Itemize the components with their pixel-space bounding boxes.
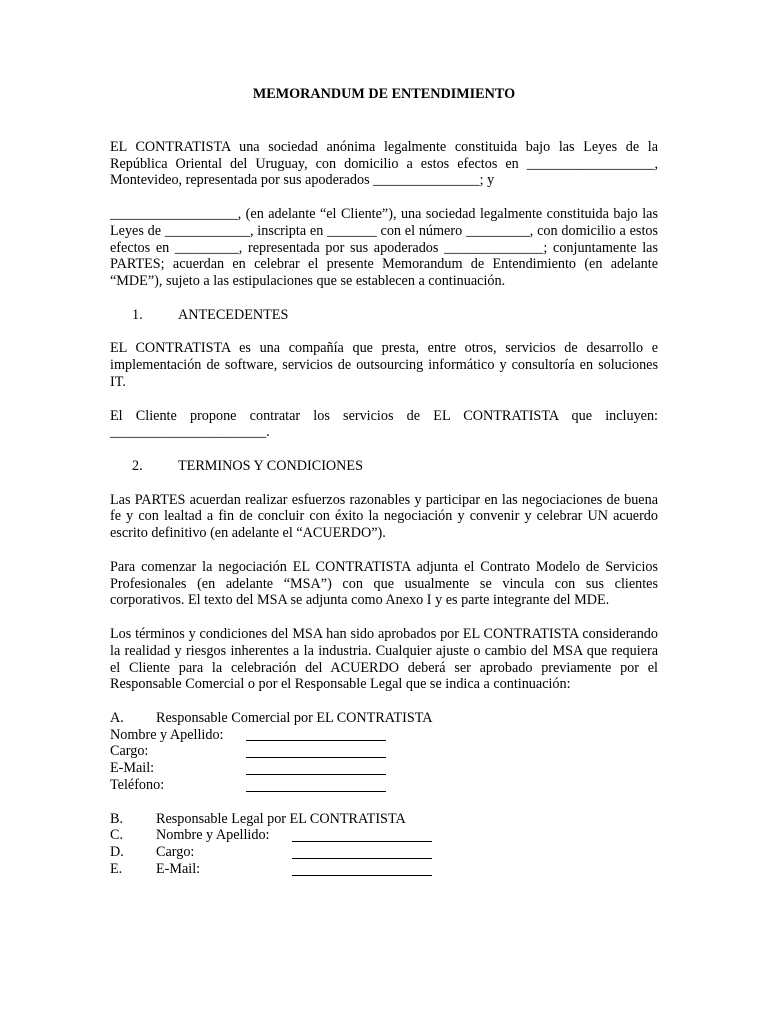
field-label: E-Mail: [156, 861, 201, 878]
legal-contact-form [110, 811, 658, 878]
field-label: Nombre y Apellido: [110, 726, 224, 743]
field-label: Nombre y Apellido: [156, 827, 270, 844]
form-heading-row [110, 811, 658, 828]
position-blank-line[interactable] [292, 845, 432, 859]
paragraph-msa: Para comenzar la negociación EL CONTRATISTA adjunta el Contrato Modelo de Servicios Profesionales (en adelante “MSA”) con que usualmente se vincula con sus clientes corporativos. El texto del MSA se adjunta como Anexo I y es parte integrante del MDE. [110, 558, 658, 609]
section-title: ANTECEDENTES [178, 306, 289, 323]
field-label: Teléfono: [110, 777, 165, 794]
field-label: Cargo: [156, 844, 195, 861]
paragraph-client: __________________, (en adelante “el Cliente”), una sociedad legalmente constituida bajo las Leyes de ____________, inscripta en _______ con el número _________, con domicilio a estos efectos en _________, representada por sus apoderados ______________; conjuntamente las PARTES; acuerdan en celebrar el presente Memorandum de Entendimiento (en adelante “MDE”), sujeto a las estipulaciones que se establecen a continuación. [110, 205, 658, 290]
paragraph-terms: Los términos y condiciones del MSA han sido aprobados por EL CONTRATISTA considerando la realidad y riesgos inherentes a la industria. Cualquier ajuste o cambio del MSA que requiera el Cliente para la celebración del ACUERDO deberá ser aprobado previamente por el Responsable Comercial o por el Responsable Legal que se indica a continuación: [110, 625, 658, 693]
paragraph-antecedentes: EL CONTRATISTA es una compañía que presta, entre otros, servicios de desarrollo e implementación de software, servicios de outsourcing informático y consultoría en soluciones IT. [110, 340, 658, 390]
name-blank-line[interactable] [246, 727, 386, 741]
paragraph-contractor: EL CONTRATISTA una sociedad anónima legalmente constituida bajo las Leyes de la República Oriental del Uruguay, con domicilio a estos efectos en __________________, Montevideo, representada por sus apoderados _______________; y [110, 138, 658, 189]
form-row [110, 727, 658, 744]
form-row [110, 743, 658, 760]
form-letter: C. [110, 827, 124, 844]
section-heading-antecedentes [110, 307, 658, 324]
form-heading: Responsable Comercial por EL CONTRATISTA [156, 709, 433, 726]
paragraph-services: El Cliente propone contratar los servicios de EL CONTRATISTA que incluyen: ______________________. [110, 407, 658, 441]
section-number: 1. [132, 306, 143, 323]
email-blank-line[interactable] [292, 862, 432, 876]
email-blank-line[interactable] [246, 761, 386, 775]
form-heading: Responsable Legal por EL CONTRATISTA [156, 810, 406, 827]
field-label: E-Mail: [110, 760, 155, 777]
form-row [110, 861, 658, 878]
paragraph-negotiation: Las PARTES acuerdan realizar esfuerzos razonables y participar en las negociaciones de buena fe y con lealtad a fin de concluir con éxito la negociación y convenir y celebrar UN acuerdo escrito definitivo (en adelante el “ACUERDO”). [110, 491, 658, 542]
form-row [110, 844, 658, 861]
form-row [110, 777, 658, 794]
commercial-contact-form [110, 710, 658, 794]
section-heading-terminos [110, 458, 658, 475]
position-blank-line[interactable] [246, 744, 386, 758]
form-letter: A. [110, 709, 124, 726]
form-letter: E. [110, 861, 123, 878]
form-letter: D. [110, 844, 124, 861]
form-heading-row [110, 710, 658, 727]
section-number: 2. [132, 457, 143, 474]
phone-blank-line[interactable] [246, 778, 386, 792]
form-letter: B. [110, 810, 124, 827]
field-label: Cargo: [110, 743, 149, 760]
form-row [110, 760, 658, 777]
name-blank-line[interactable] [292, 828, 432, 842]
form-row [110, 827, 658, 844]
section-title: TERMINOS Y CONDICIONES [178, 457, 363, 474]
document-title: MEMORANDUM DE ENTENDIMIENTO [252, 86, 516, 102]
